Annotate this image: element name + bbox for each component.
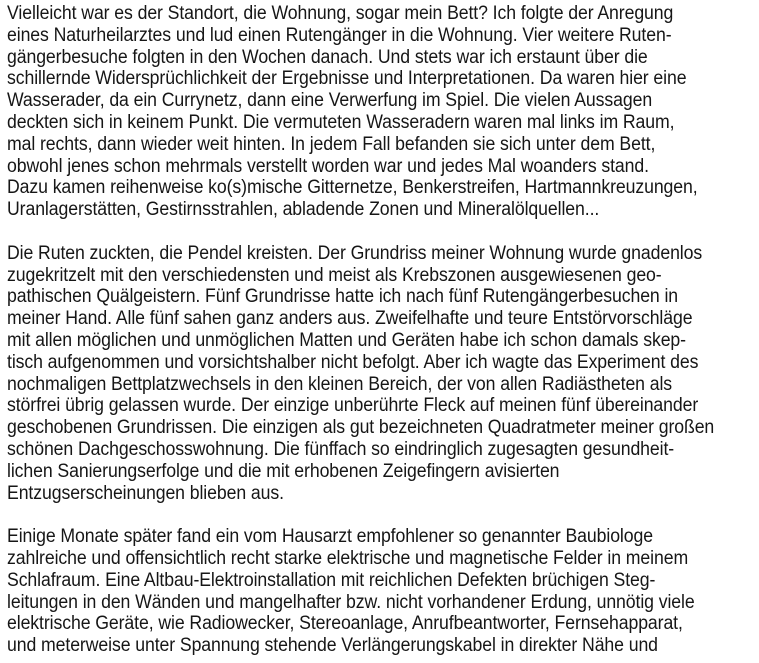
text-line: nochmaligen Bettplatzwechsels in den kleinen Bereich, der von allen Radiästheten als (7, 373, 673, 395)
text-line: obwohl jenes schon mehrmals verstellt worden war und jedes Mal woanders stand. (7, 155, 649, 177)
text-line: pathischen Quälgeistern. Fünf Grundrisse hatte ich nach fünf Rutengängerbesuchen in (7, 286, 679, 308)
text-line: schillernde Widersprüchlichkeit der Ergebnisse und Interpretationen. Da waren hier eine (7, 68, 687, 90)
text-line: Uranlagerstätten, Gestirnsstrahlen, abladende Zonen und Mineralölquellen... (7, 199, 600, 221)
text-line: mal rechts, dann wieder weit hinten. In jedem Fall befanden sie sich unter dem Bett, (7, 133, 656, 155)
text-line: und meterweise unter Spannung stehende Verlängerungskabel in direkter Nähe und (7, 635, 658, 657)
paragraph-2 (7, 243, 759, 505)
text-line: schönen Dachgeschosswohnung. Die fünffach so eindringlich zugesagten gesundheit- (7, 438, 675, 460)
text-line: gängerbesuche folgten in den Wochen danach. Und stets war ich erstaunt über die (7, 46, 648, 68)
text-line: Entzugserscheinungen blieben aus. (7, 482, 284, 504)
text-line: leitungen in den Wänden und mangelhafter bzw. nicht vorhandener Erdung, unnötig viele (7, 591, 695, 613)
text-line: zugekritzelt mit den verschiedensten und meist als Krebszonen ausgewiesenen geo- (7, 264, 662, 286)
paragraph-3 (7, 526, 759, 657)
text-line: Einige Monate später fand ein vom Hausarzt empfohlener so genannter Baubiologe (7, 526, 653, 548)
text-line: eines Naturheilarztes und lud einen Rutengänger in die Wohnung. Vier weitere Ruten- (7, 24, 672, 46)
text-line: Die Ruten zuckten, die Pendel kreisten. Der Grundriss meiner Wohnung wurde gnadenlos (7, 242, 703, 264)
text-line: Schlafraum. Eine Altbau-Elektroinstallation mit reichlichen Defekten brüchigen Steg- (7, 569, 656, 591)
text-line: mit allen möglichen und unmöglichen Matten und Geräten habe ich schon damals skep- (7, 329, 686, 351)
document-page (7, 3, 759, 657)
paragraph-1 (7, 3, 759, 221)
text-line: meiner Hand. Alle fünf sahen ganz anders aus. Zweifelhafte und teure Entstörvorschläge (7, 308, 693, 330)
text-line: Wasserader, da ein Currynetz, dann eine Verwerfung im Spiel. Die vielen Aussagen (7, 90, 653, 112)
text-line: Vielleicht war es der Standort, die Wohnung, sogar mein Bett? Ich folgte der Anregung (7, 3, 674, 24)
text-line: tisch aufgenommen und vorsichtshalber nicht befolgt. Aber ich wagte das Experiment des (7, 351, 699, 373)
text-line: deckten sich in keinem Punkt. Die vermuteten Wasseradern waren mal links im Raum, (7, 111, 675, 133)
text-line: geschobenen Grundrissen. Die einzigen als gut bezeichneten Quadratmeter meiner großen (7, 417, 715, 439)
text-line: elektrische Geräte, wie Radiowecker, Stereoanlage, Anrufbeantworter, Fernsehapparat, (7, 613, 683, 635)
text-line: störfrei übrig gelassen wurde. Der einzige unberührte Fleck auf meinen fünf übereinander (7, 395, 699, 417)
text-line: lichen Sanierungserfolge und die mit erhobenen Zeigefingern avisierten (7, 460, 560, 482)
text-line: zahlreiche und offensichtlich recht starke elektrische und magnetische Felder in meinem (7, 547, 689, 569)
text-line: Dazu kamen reihenweise ko(s)mische Gitternetze, Benkerstreifen, Hartmannkreuzungen, (7, 177, 698, 199)
